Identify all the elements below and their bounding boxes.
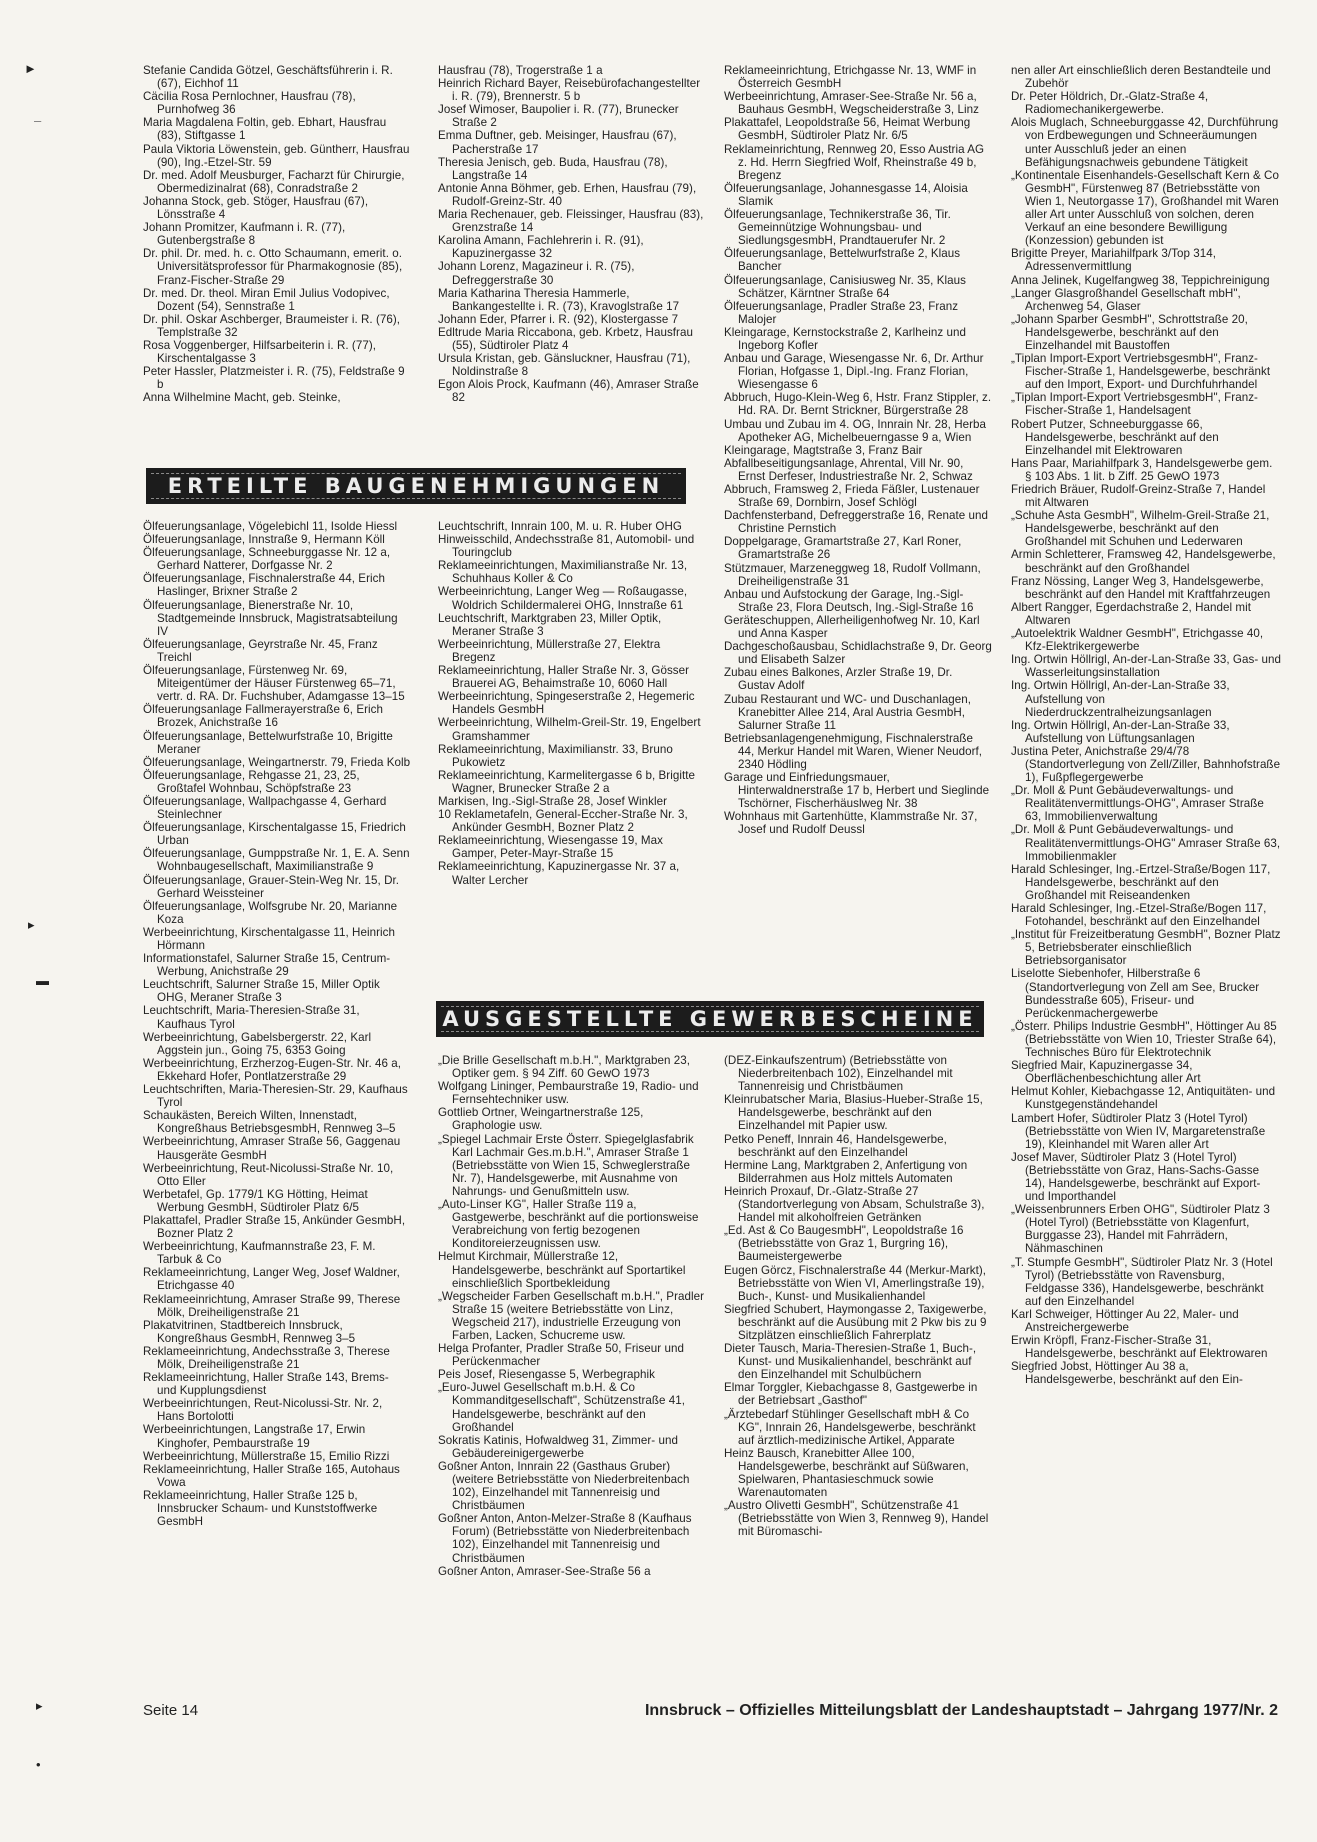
column-4 — [1011, 64, 1281, 1386]
list-item: Reklameeinrichtung, Wiesengasse 19, Max Gamper, Peter-Mayr-Straße 15 — [438, 834, 663, 861]
list-item: Reklameeinrichtung, Langer Weg, Josef Waldner, Etrichgasse 40 — [143, 1266, 400, 1293]
list-item: Cäcilia Rosa Pernlochner, Hausfrau (78), Purnhofweg 36 — [143, 90, 356, 117]
list-item: Ölfeuerungsanlage, Innstraße 9, Hermann Köll — [143, 533, 385, 547]
list-item: Betriebsanlagengenehmigung, Fischnalerstraße 44, Merkur Handel mit Waren, Wiener Neudorf, 2340 Hödling — [724, 731, 983, 771]
list-item: Ölfeuerungsanlage, Grauer-Stein-Weg Nr. 15, Dr. Gerhard Weissteiner — [143, 873, 400, 900]
list-item: Ölfeuerungsanlage, Wallpachgasse 4, Gerhard Steinlechner — [143, 794, 387, 822]
page-number: Seite 14 — [143, 1702, 199, 1719]
list-item: Hausfrau (78), Trogerstraße 1 a — [438, 64, 603, 77]
list-item: Rosa Voggenberger, Hilfsarbeiterin i. R. (77), Kirschentalgasse 3 — [143, 338, 377, 366]
list-item: Reklameeinrichtung, Haller Straße Nr. 3, Gösser Brauerei AG, Behaimstraße 10, 6060 Hall — [438, 664, 690, 691]
list-item: „Ed. Ast & Co BaugesmbH", Leopoldstraße 16 (Betriebsstätte von Graz 1, Burgring 16), Baumeistergewerbe — [724, 1224, 964, 1264]
list-item: „Schuhe Asta GesmbH", Wilhelm-Greil-Straße 21, Handelsgewerbe, beschränkt auf den Großhandel mit Schuhen und Lederwaren — [1011, 509, 1270, 549]
section-heading-baugenehmigungen — [146, 468, 686, 504]
list-item: Elmar Torggler, Kiebachgasse 8, Gastgewerbe in der Betriebsart „Gasthof" — [724, 1381, 978, 1408]
list-item: Ölfeuerungsanlage Fallmerayerstraße 6, Erich Brozek, Anichstraße 16 — [143, 703, 383, 730]
list-item: Antonie Anna Böhmer, geb. Erhen, Hausfrau (79), Rudolf-Greinz-Str. 40 — [438, 181, 697, 208]
list-item: „Langer Glasgroßhandel Gesellschaft mbH", Archenweg 54, Glaser — [1011, 286, 1241, 313]
margin-mark: ▬ — [36, 973, 49, 988]
list-item: Kleingarage, Magtstraße 3, Franz Bair — [724, 443, 923, 457]
list-item: Karl Schweiger, Höttinger Au 22, Maler- und Anstreichergewerbe — [1011, 1307, 1239, 1334]
list-item: Erwin Kröpfl, Franz-Fischer-Straße 31, Handelsgewerbe, beschränkt auf Elektrowaren — [1011, 1334, 1268, 1361]
list-item: Ursula Kristan, geb. Gänsluckner, Hausfrau (71), Noldinstraße 8 — [438, 352, 691, 379]
list-item: Zubau eines Balkones, Arzler Straße 19, Dr. Gustav Adolf — [724, 666, 953, 693]
list-item: Reklameeinrichtung, Haller Straße 125 b, Innsbrucker Schaum- und Kunststoffwerke GesmbH — [143, 1488, 378, 1529]
list-item: Umbau und Zubau im 4. OG, Innrain Nr. 28, Herba Apotheker AG, Michelbeuerngasse 9 a, Wien — [724, 417, 987, 444]
list-item: Ölfeuerungsanlage, Canisiusweg Nr. 35, Klaus Schätzer, Kärntner Straße 64 — [724, 273, 966, 300]
list-item: Dieter Tausch, Maria-Theresien-Straße 1, Buch-, Kunst- und Musikalienhandel, beschränkt auf den Einzelhandel mit Schulbüchern — [724, 1342, 977, 1382]
list-item: Anna Wilhelmine Macht, geb. Steinke, — [143, 391, 341, 405]
list-item: Werbeeinrichtung, Spingeserstraße 2, Hegemeric Handels GesmbH — [438, 690, 695, 717]
list-item: Friedrich Bräuer, Rudolf-Greinz-Straße 7, Handel mit Altwaren — [1011, 483, 1266, 510]
list-item: Robert Putzer, Schneeburggasse 66, Handelsgewerbe, beschränkt auf den Einzelhandel mit Elektrowaren — [1011, 417, 1219, 457]
list-item: Hermine Lang, Marktgraben 2, Anfertigung von Bilderrahmen aus Holz mittels Automaten — [724, 1158, 968, 1185]
list-item: Alois Muglach, Schneeburggasse 42, Durchführung von Erdbewegungen und Schneeräumungen unter Ausschluß jeder an einen Befähigungsnachweis gebundene Tätigkeit — [1011, 116, 1279, 169]
list-item: Anbau und Aufstockung der Garage, Ing.-Sigl-Straße 23, Flora Deutsch, Ing.-Sigl-Straße 16 — [724, 587, 974, 614]
list-item: Ölfeuerungsanlage, Bienerstraße Nr. 10, Stadtgemeinde Innsbruck, Magistratsabteilung IV — [143, 598, 398, 638]
list-item: Helga Profanter, Pradler Straße 50, Friseur und Perückenmacher — [438, 1342, 684, 1369]
column-3-top — [724, 64, 992, 837]
list-item: Paula Viktoria Löwenstein, geb. Güntherr, Hausfrau (90), Ing.-Etzel-Str. 59 — [143, 142, 410, 169]
list-item: Ölfeuerungsanlage, Vögelebichl 11, Isolde Hiessl — [143, 520, 398, 533]
list-item: „Johann Sparber GesmbH", Schrottstraße 20, Handelsgewerbe, beschränkt auf den Einzelhandel mit Baustoffen — [1011, 312, 1248, 352]
list-item: Lambert Hofer, Südtiroler Platz 3 (Hotel Tyrol) (Betriebsstätte von Wien IV, Margaretenstraße 19), Kleinhandel mit Waren aller Art — [1011, 1111, 1266, 1151]
list-item: Reklameeinrichtung, Haller Straße 143, Brems- und Kupplungsdienst — [143, 1371, 389, 1398]
list-item: Maria Rechenauer, geb. Fleissinger, Hausfrau (83), Grenzstraße 14 — [438, 208, 704, 235]
list-item: Stützmauer, Marzeneggweg 18, Rudolf Vollmann, Dreiheiligenstraße 31 — [724, 561, 981, 588]
list-item: Dachgeschoßausbau, Schidlachstraße 9, Dr. Georg und Elisabeth Salzer — [724, 640, 992, 667]
list-item: Werbeeinrichtung, Wilhelm-Greil-Str. 19, Engelbert Gramshammer — [438, 716, 701, 743]
column-2-top — [438, 64, 706, 404]
list-item: Goßner Anton, Amraser-See-Straße 56 a — [438, 1564, 651, 1578]
list-item: Informationstafel, Salurner Straße 15, Centrum-Werbung, Anichstraße 29 — [143, 952, 391, 979]
column-1-baugenehmigungen — [143, 520, 411, 1528]
list-item: Goßner Anton, Anton-Melzer-Straße 8 (Kaufhaus Forum) (Betriebsstätte von Niederbreitenbach 102), Einzelhandel mit Tannenreisig und Christbäumen — [438, 1512, 692, 1565]
list-item: „Kontinentale Eisenhandels-Gesellschaft Kern & Co GesmbH", Fürstenweg 87 (Betriebsstätte von Wien 1, Neutorgasse 17), Großhandel mit Waren aller Art unter Ausschluß von solchen, deren Verkauf an eine besondere Bewilligung (Konzession) gebunden ist — [1011, 168, 1279, 248]
list-item: Johann Promitzer, Kaufmann i. R. (77), Gutenbergstraße 8 — [143, 221, 346, 248]
list-item: Abfallbeseitigungsanlage, Ahrental, Vill Nr. 90, Ernst Derfeser, Industriestraße Nr. 2, Schwaz — [724, 456, 973, 483]
list-item: Reklameeinrichtung, Amraser Straße 99, Therese Mölk, Dreiheiligenstraße 21 — [143, 1292, 401, 1319]
list-item: „T. Stumpfe GesmbH", Südtiroler Platz Nr. 3 (Hotel Tyrol) (Betriebsstätte von Ravensburg, Feldgasse 336), Handelsgewerbe, beschränkt auf den Einzelhandel — [1011, 1255, 1273, 1308]
list-item: Ölfeuerungsanlage, Technikerstraße 36, Tir. Gemeinnützige Wohnungsbau- und SiedlungsgesmbH, Prandtauerufer Nr. 2 — [724, 208, 951, 248]
margin-mark: ▸ — [36, 1698, 43, 1713]
list-item: Goßner Anton, Innrain 22 (Gasthaus Gruber) (weitere Betriebsstätte von Niederbreitenbach 102), Einzelhandel mit Tannenreisig und Christbäumen — [438, 1459, 690, 1513]
list-item: Peis Josef, Riesengasse 5, Werbegraphik — [438, 1368, 655, 1382]
list-item: Werbeeinrichtung, Reut-Nicolussi-Straße Nr. 10, Otto Eller — [143, 1161, 394, 1188]
list-item: Reklameeinrichtung, Haller Straße 165, Autohaus Vowa — [143, 1462, 400, 1489]
column-3-gewerbescheine — [724, 1054, 992, 1538]
list-item: Kleinrubatscher Maria, Blasius-Hueber-Straße 15, Handelsgewerbe, beschränkt auf den Einzelhandel mit Papier usw. — [724, 1093, 983, 1133]
list-item: Ing. Ortwin Höllrigl, An-der-Lan-Straße 33, Aufstellung von Niederdruckzentralheizungsanlagen — [1011, 679, 1230, 719]
column-2-baugenehmigungen — [438, 520, 706, 887]
list-item: „Euro-Juwel Gesellschaft m.b.H. & Co Kommanditgesellschaft", Schützenstraße 41, Handelsgewerbe, beschränkt auf den Großhandel — [438, 1381, 686, 1434]
list-item: Leuchtschrift, Salurner Straße 15, Miller Optik OHG, Meraner Straße 3 — [143, 978, 380, 1005]
list-item: Karolina Amann, Fachlehrerin i. R. (91), Kapuzinergasse 32 — [438, 234, 644, 261]
list-item: Sokratis Katinis, Hofwaldweg 31, Zimmer- und Gebäudereinigergewerbe — [438, 1433, 678, 1460]
list-item: Josef Wimoser, Baupolier i. R. (77), Brunecker Straße 2 — [438, 103, 679, 130]
list-item: Zubau Restaurant und WC- und Duschanlagen, Kranebitter Allee 214, Aral Austria GesmbH, Salurner Straße 11 — [724, 692, 972, 732]
list-item: Abbruch, Framsweg 2, Frieda Fäßler, Lustenauer Straße 69, Dornbirn, Josef Schlögl — [724, 483, 980, 510]
list-item: Dachfensterband, Defreggerstraße 16, Renate und Christine Pernstich — [724, 509, 989, 536]
list-item: Johann Lorenz, Magazineur i. R. (75), Defreggerstraße 30 — [438, 260, 635, 287]
list-item: „Auto-Linser KG", Haller Straße 119 a, Gastgewerbe, beschränkt auf die portionsweise Verabreichung von fertig bezogenen Konditoreierzeugnissen usw. — [438, 1198, 699, 1251]
list-item: Franz Nössing, Langer Weg 3, Handelsgewerbe, beschränkt auf den Handel mit Kraftfahrzeugen — [1011, 574, 1271, 601]
section-heading-text: ERTEILTE BAUGENEHMIGUNGEN — [167, 474, 665, 498]
list-item: Armin Schletterer, Framsweg 42, Handelsgewerbe, beschränkt auf den Großhandel — [1011, 548, 1276, 575]
list-item: Werbeeinrichtung, Kirschentalgasse 11, Heinrich Hörmann — [143, 925, 395, 952]
list-item: Ölfeuerungsanlage, Fürstenweg Nr. 69, Miteigentümer der Häuser Fürstenweg 65–71, vertr. d. RA. Dr. Fuchshuber, Adamgasse 13–15 — [143, 664, 405, 704]
list-item: Dr. med. Adolf Meusburger, Facharzt für Chirurgie, Obermedizinalrat (68), Conradstraße 2 — [143, 168, 405, 195]
list-item: Josef Maver, Südtiroler Platz 3 (Hotel Tyrol) (Betriebsstätte von Graz, Hans-Sachs-Gasse 14), Handelsgewerbe, beschränkt auf Export- und Importhandel — [1011, 1150, 1261, 1204]
list-item: „Dr. Moll & Punt Gebäudeverwaltungs- und Realitätenvermittlungs-OHG", Amraser Straße 63, Immobilienverwaltung — [1011, 784, 1264, 824]
list-item: Heinrich Proxauf, Dr.-Glatz-Straße 27 (Standortverlegung von Absam, Schulstraße 3), Handel mit alkoholfreien Getränken — [724, 1184, 985, 1225]
list-item: Reklameeinrichtung, Maximilianstr. 33, Bruno Pukowietz — [438, 742, 673, 769]
list-item: Ölfeuerungsanlage, Geyrstraße Nr. 45, Franz Treichl — [143, 637, 378, 664]
list-item: Werbeeinrichtung, Amraser Straße 56, Gaggenau Hausgeräte GesmbH — [143, 1135, 401, 1162]
list-item: Werbetafel, Gp. 1779/1 KG Hötting, Heimat Werbung GesmbH, Südtiroler Platz 6/5 — [143, 1187, 368, 1214]
list-item: Werbeeinrichtung, Gabelsbergerstr. 22, Karl Aggstein jun., Going 75, 6353 Going — [143, 1030, 372, 1057]
list-item: Maria Magdalena Foltin, geb. Ebhart, Hausfrau (83), Stiftgasse 1 — [143, 116, 387, 143]
list-item: Reklameeinrichtungen, Maximilianstraße Nr. 13, Schuhhaus Koller & Co — [438, 559, 688, 586]
list-item: Werbeeinrichtungen, Reut-Nicolussi-Str. Nr. 2, Hans Bortolotti — [143, 1397, 383, 1424]
list-item: Heinz Bausch, Kranebitter Allee 100, Handelsgewerbe, beschränkt auf Süßwaren, Spielwaren, Phantasieschmuck sowie Warenautomaten — [724, 1446, 969, 1500]
list-item: Helmut Kirchmair, Müllerstraße 12, Handelsgewerbe, beschränkt auf Sportartikel einschließlich Sportbekleidung — [438, 1250, 686, 1290]
list-item: Leuchtschriften, Maria-Theresien-Str. 29, Kaufhaus Tyrol — [143, 1083, 408, 1110]
list-item: Dr. phil. Dr. med. h. c. Otto Schaumann, emerit. o. Universitätsprofessor für Pharmakognosie (85), Franz-Fischer-Straße 29 — [143, 247, 403, 287]
list-item: (DEZ-Einkaufszentrum) (Betriebsstätte von Niederbreitenbach 102), Einzelhandel mit Tannenreisig und Christbäumen — [724, 1054, 953, 1094]
list-item: Plakatvitrinen, Stadtbereich Innsbruck, Kongreßhaus GesmbH, Rennweg 3–5 — [143, 1318, 356, 1345]
list-item: Werbeeinrichtung, Müllerstraße 27, Elektra Bregenz — [438, 637, 661, 664]
list-item: Kleingarage, Kernstockstraße 2, Karlheinz und Ingeborg Kofler — [724, 325, 966, 352]
section-heading-gewerbescheine — [436, 1001, 984, 1037]
list-item: Petko Peneff, Innrain 46, Handelsgewerbe, beschränkt auf den Einzelhandel — [724, 1132, 947, 1159]
list-item: 10 Reklametafeln, General-Eccher-Straße Nr. 3, Ankünder GesmbH, Bozner Platz 2 — [438, 808, 688, 835]
list-item: Ölfeuerungsanlage, Johannesgasse 14, Aloisia Slamik — [724, 181, 968, 208]
list-item: Ing. Ortwin Höllrigl, An-der-Lan-Straße 33, Gas- und Wasserleitungsinstallation — [1011, 653, 1282, 680]
list-item: Markisen, Ing.-Sigl-Straße 28, Josef Winkler — [438, 794, 667, 808]
list-item: Werbeeinrichtung, Amraser-See-Straße Nr. 56 a, Bauhaus GesmbH, Wegscheiderstraße 3, Linz — [724, 90, 979, 117]
list-item: Ölfeuerungsanlage, Rehgasse 21, 23, 25, Großtafel Wohnbau, Schöpfstraße 23 — [143, 768, 360, 795]
list-item: Ing. Ortwin Höllrigl, An-der-Lan-Straße 33, Aufstellung von Lüftungsanlagen — [1011, 718, 1230, 745]
list-item: „Dr. Moll & Punt Gebäudeverwaltungs- und Realitätenvermittlungs-OHG" Amraser Straße 63, Immobilienmakler — [1011, 823, 1281, 863]
list-item: „Tiplan Import-Export VertriebsgesmbH", Franz-Fischer-Straße 1, Handelsgewerbe, beschränkt auf den Import, Export- und Durchfuhrhandel — [1011, 352, 1271, 392]
margin-mark: – — [34, 113, 42, 128]
column-2-gewerbescheine — [438, 1054, 706, 1578]
list-item: Siegfried Schubert, Haymongasse 2, Taxigewerbe, beschränkt auf die Ausübung mit 2 Pkw bis zu 9 Sitzplätzen einschließlich Fahrerplatz — [724, 1302, 987, 1342]
list-item: Ölfeuerungsanlage, Fischnalerstraße 44, Erich Haslinger, Brixner Straße 2 — [143, 572, 385, 599]
list-item: Dr. Peter Höldrich, Dr.-Glatz-Straße 4, Radiomechanikergewerbe. — [1011, 90, 1209, 117]
list-item: Reklameinrichtung, Rennweg 20, Esso Austria AG z. Hd. Herrn Siegfried Wolf, Rheinstraße 49 b, Bregenz — [724, 142, 985, 182]
list-item: Ölfeuerungsanlage, Schneeburggasse Nr. 12 a, Gerhard Natterer, Dorfgasse Nr. 2 — [143, 546, 391, 573]
list-item: Ölfeuerungsanlage, Kirschentalgasse 15, Friedrich Urban — [143, 821, 406, 848]
list-item: Johann Eder, Pfarrer i. R. (92), Klostergasse 7 — [438, 312, 679, 326]
margin-mark: • — [36, 1757, 41, 1772]
list-item: Reklameeinrichtung, Kapuzinergasse Nr. 37 a, Walter Lercher — [438, 860, 680, 887]
list-item: Schaukästen, Bereich Wilten, Innenstadt, Kongreßhaus BetriebsgesmbH, Rennweg 3–5 — [143, 1109, 396, 1136]
list-item: Werbeeinrichtung, Erzherzog-Eugen-Str. Nr. 46 a, Ekkehard Hofer, Pontlatzerstraße 29 — [143, 1056, 402, 1083]
column-1-top — [143, 64, 411, 404]
list-item: Harald Schlesinger, Ing.-Ertzel-Straße/Bogen 117, Handelsgewerbe, beschränkt auf den Großhandel mit Reiseandenken — [1011, 862, 1271, 902]
list-item: Edltrude Maria Riccabona, geb. Krbetz, Hausfrau (55), Südtiroler Platz 4 — [438, 325, 693, 352]
list-item: Siegfried Mair, Kapuzinergasse 34, Oberflächenbeschichtung aller Art — [1011, 1059, 1201, 1086]
list-item: Peter Hassler, Platzmeister i. R. (75), Feldstraße 9 b — [143, 365, 405, 392]
list-item: Reklameeinrichtung, Etrichgasse Nr. 13, WMF in Österreich GesmbH — [724, 64, 977, 91]
list-item: Albert Rangger, Egerdachstraße 2, Handel mit Altwaren — [1011, 600, 1251, 627]
list-item: Reklameeinrichtung, Andechsstraße 3, Therese Mölk, Dreiheiligenstraße 21 — [143, 1344, 390, 1371]
list-item: Abbruch, Hugo-Klein-Weg 6, Hstr. Franz Stippler, z. Hd. RA. Dr. Bernt Strickner, Bürgerstraße 28 — [724, 391, 992, 418]
list-item: Ölfeuerungsanlage, Pradler Straße 23, Franz Malojer — [724, 299, 959, 326]
section-heading-text: AUSGESTELLTE GEWERBESCHEINE — [442, 1007, 978, 1031]
list-item: Ölfeuerungsanlage, Gumppstraße Nr. 1, E. A. Senn Wohnbaugesellschaft, Maximilianstraße 9 — [143, 847, 410, 874]
list-item: Helmut Kohler, Kiebachgasse 12, Antiquitäten- und Kunstgegenständehandel — [1011, 1085, 1276, 1112]
list-item: Plakattafel, Pradler Straße 15, Ankünder GesmbH, Bozner Platz 2 — [143, 1213, 406, 1241]
list-item: „Institut für Freizeitberatung GesmbH", Bozner Platz 5, Betriebsberater einschließlich Betriebsorganisator — [1011, 928, 1281, 968]
list-item: Garage und Einfriedungsmauer, Hinterwaldnerstraße 17 b, Herbert und Sieglinde Tschörner, Fischerhäuslweg Nr. 38 — [724, 771, 990, 811]
list-item: Theresia Jenisch, geb. Buda, Hausfrau (78), Langstraße 14 — [438, 155, 668, 182]
list-item: „Die Brille Gesellschaft m.b.H.", Marktgraben 23, Optiker gem. § 94 Ziff. 60 GewO 1973 — [438, 1054, 691, 1081]
list-item: Werbeeinrichtung, Langer Weg — Roßaugasse, Woldrich Schildermalerei OHG, Innstraße 61 — [438, 585, 688, 612]
list-item: Leuchtschrift, Maria-Theresien-Straße 31, Kaufhaus Tyrol — [143, 1004, 360, 1031]
list-item: nen aller Art einschließlich deren Bestandteile und Zubehör — [1011, 64, 1271, 91]
list-item: Doppelgarage, Gramartstraße 27, Karl Roner, Gramartstraße 26 — [724, 535, 962, 562]
list-item: Liselotte Siebenhofer, Hilberstraße 6 (Standortverlegung von Zell am See, Brucker Bundesstraße 605), Friseur- und Perückenmachergewerbe — [1011, 967, 1260, 1020]
list-item: Gottlieb Ortner, Weingartnerstraße 125, Graphologie usw. — [438, 1106, 644, 1133]
list-item: Brigitte Preyer, Mariahilfpark 3/Top 314, Adressenvermittlung — [1011, 247, 1217, 274]
list-item: Wolfgang Lininger, Pembaurstraße 19, Radio- und Fernsehtechniker usw. — [438, 1080, 699, 1107]
publication-line: Innsbruck – Offizielles Mitteilungsblatt der Landeshauptstadt – Jahrgang 1977/Nr. 2 — [644, 1702, 1278, 1719]
list-item: Anbau und Garage, Wiesengasse Nr. 6, Dr. Arthur Florian, Hofgasse 1, Dipl.-Ing. Franz Florian, Wiesengasse 6 — [724, 352, 984, 392]
margin-mark: ▸ — [28, 917, 35, 932]
list-item: Hinweisschild, Andechsstraße 81, Automobil- und Touringclub — [438, 533, 695, 560]
list-item: Ölfeuerungsanlage, Wolfsgrube Nr. 20, Marianne Koza — [143, 899, 398, 926]
list-item: Werbeeinrichtung, Kaufmannstraße 23, F. M. Tarbuk & Co — [143, 1240, 376, 1267]
margin-mark: ► — [24, 61, 37, 76]
list-item: „Wegscheider Farben Gesellschaft m.b.H.", Pradler Straße 15 (weitere Betriebsstätte von Linz, Wegscheid 217), industrielle Erzeugung von Farben, Lacken, Schucreme usw. — [438, 1289, 705, 1342]
list-item: Justina Peter, Anichstraße 29/4/78 (Standortverlegung von Zell/Ziller, Bahnhofstraße 1), Fußpflegergewerbe — [1011, 744, 1281, 785]
list-item: Leuchtschrift, Innrain 100, M. u. R. Huber OHG — [438, 520, 682, 533]
list-item: Dr. phil. Oskar Aschberger, Braumeister i. R. (76), Templstraße 32 — [143, 312, 401, 339]
list-item: Siegfried Jobst, Höttinger Au 38 a, Handelsgewerbe, beschränkt auf den Ein- — [1011, 1360, 1243, 1387]
list-item: Harald Schlesinger, Ing.-Etzel-Straße/Bogen 117, Fotohandel, beschränkt auf den Einzelhandel — [1011, 902, 1267, 929]
list-item: Werbeeinrichtungen, Langstraße 17, Erwin Kinghofer, Pembaurstraße 19 — [143, 1423, 366, 1450]
list-item: „Österr. Philips Industrie GesmbH", Höttinger Au 85 (Betriebsstätte von Wien 10, Triester Straße 64), Technisches Büro für Elektrotechnik — [1011, 1019, 1277, 1060]
list-item: „Austro Olivetti GesmbH", Schützenstraße 41 (Betriebsstätte von Wien 3, Rennweg 9), Handel mit Büromaschi- — [724, 1499, 989, 1539]
list-item: Ölfeuerungsanlage, Weingartnerstr. 79, Frieda Kolb — [143, 755, 411, 769]
list-item: Egon Alois Prock, Kaufmann (46), Amraser Straße 82 — [438, 378, 699, 405]
list-item: Dr. med. Dr. theol. Miran Emil Julius Vodopivec, Dozent (54), Sennstraße 1 — [143, 286, 390, 313]
list-item: Reklameeinrichtung, Karmelitergasse 6 b, Brigitte Wagner, Brunecker Straße 2 a — [438, 768, 695, 795]
list-item: Anna Jelinek, Kugelfangweg 38, Teppichreinigung — [1011, 273, 1270, 287]
list-item: Hans Paar, Mariahilfpark 3, Handelsgewerbe gem. § 103 Abs. 1 lit. b Ziff. 25 GewO 1973 — [1011, 456, 1273, 483]
list-item: „Spiegel Lachmair Erste Österr. Spiegelglasfabrik Karl Lachmair Ges.m.b.H.", Amraser Straße 1 (Betriebsstätte von Wien 15, Schweglerstraße Nr. 7), Handelsgewerbe, mit Ausnahme von Nahrungs- und Genußmitteln usw. — [438, 1132, 694, 1198]
list-item: Eugen Görcz, Fischnalerstraße 44 (Merkur-Markt), Betriebsstätte von Wien VI, Amerlingstraße 19), Buch-, Kunst- und Musikalienhandel — [724, 1263, 987, 1303]
list-item: Ölfeuerungsanlage, Bettelwurfstraße 2, Klaus Bancher — [724, 247, 961, 274]
list-item: Stefanie Candida Götzel, Geschäftsführerin i. R. (67), Eichhof 11 — [143, 64, 393, 91]
list-item: Geräteschuppen, Allerheiligenhofweg Nr. 10, Karl und Anna Kasper — [724, 613, 980, 641]
list-item: Emma Duftner, geb. Meisinger, Hausfrau (67), Pacherstraße 17 — [438, 129, 677, 156]
list-item: Werbeeinrichtung, Müllerstraße 15, Emilio Rizzi — [143, 1449, 390, 1463]
list-item: Ölfeuerungsanlage, Bettelwurfstraße 10, Brigitte Meraner — [143, 729, 393, 756]
list-item: Heinrich Richard Bayer, Reisebürofachangestellter i. R. (79), Brennerstr. 5 b — [438, 77, 701, 104]
list-item: Wohnhaus mit Gartenhütte, Klammstraße Nr. 37, Josef und Rudolf Deussl — [724, 810, 978, 837]
list-item: Plakattafel, Leopoldstraße 56, Heimat Werbung GesmbH, Südtiroler Platz Nr. 6/5 — [724, 116, 971, 143]
list-item: „Tiplan Import-Export VertriebsgesmbH", Franz-Fischer-Straße 1, Handelsagent — [1011, 391, 1258, 418]
list-item: Maria Katharina Theresia Hammerle, Bankangestellte i. R. (73), Kravoglstraße 17 — [438, 286, 680, 313]
list-item: „Weissenbrunners Erben OHG", Südtiroler Platz 3 (Hotel Tyrol) (Betriebsstätte von Klagenfurt, Burggasse 23), Handel mit Fahrrädern, Nähmaschinen — [1011, 1203, 1270, 1256]
list-item: „Autoelektrik Waldner GesmbH", Etrichgasse 40, Kfz-Elektrikergewerbe — [1011, 627, 1264, 654]
list-item: Leuchtschrift, Marktgraben 23, Miller Optik, Meraner Straße 3 — [438, 611, 662, 638]
list-item: „Ärztebedarf Stühlinger Gesellschaft mbH & Co KG", Innrain 26, Handelsgewerbe, beschränkt auf ärztlich-medizinische Artikel, Apparate — [724, 1407, 976, 1447]
list-item: Johanna Stock, geb. Stöger, Hausfrau (67), Lönsstraße 4 — [143, 194, 369, 222]
